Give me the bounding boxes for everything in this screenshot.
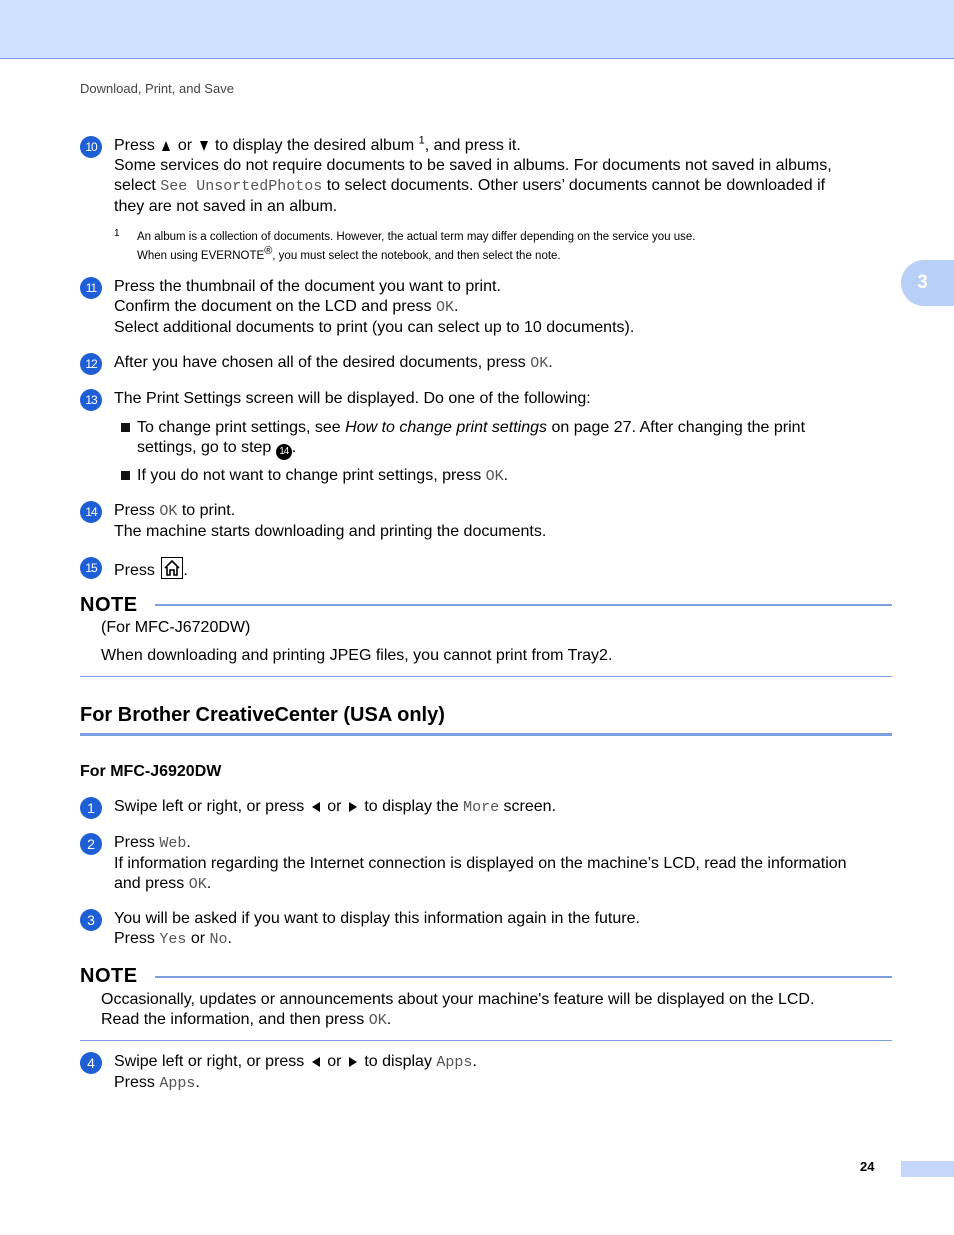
step-number: 13 bbox=[80, 389, 102, 411]
note-body: (For MFC-J6720DW) When downloading and printing JPEG files, you cannot print from Tray2. bbox=[101, 619, 613, 664]
step-number: 15 bbox=[80, 557, 102, 579]
up-arrow-icon bbox=[162, 141, 170, 151]
step-1 bbox=[80, 797, 892, 819]
step-text: Press Web. If information regarding the Internet connection is displayed on the machine’s LCD, read the information and press OK. bbox=[114, 834, 847, 893]
more-label: More bbox=[463, 799, 500, 816]
step-number: 10 bbox=[80, 136, 102, 158]
cross-reference-link[interactable]: How to change print settings bbox=[345, 419, 548, 436]
step-10 bbox=[80, 136, 892, 216]
web-label: Web bbox=[159, 835, 187, 852]
step-number: 12 bbox=[80, 353, 102, 375]
step-number: 1 bbox=[80, 797, 102, 819]
ok-label: OK bbox=[485, 468, 504, 485]
footnote-ref: 1 bbox=[418, 134, 425, 147]
step-number: 3 bbox=[80, 909, 102, 931]
step-text: Press . bbox=[114, 557, 892, 581]
step-text: Press the thumbnail of the document you want to print. Confirm the document on the LCD and press OK. Select additional documents to print (you can select up to 10 documents). bbox=[114, 278, 635, 336]
ok-label: OK bbox=[530, 355, 549, 372]
step-15 bbox=[80, 557, 892, 581]
step-text: After you have chosen all of the desired documents, press OK. bbox=[114, 354, 553, 372]
running-header: Download, Print, and Save bbox=[80, 81, 234, 96]
note-title: NOTE bbox=[80, 965, 138, 987]
bullet-icon bbox=[121, 423, 130, 432]
left-arrow-icon bbox=[312, 802, 320, 812]
down-arrow-icon bbox=[200, 141, 208, 151]
page-number: 24 bbox=[860, 1159, 875, 1174]
ok-label: OK bbox=[188, 876, 207, 893]
bullet-icon bbox=[121, 471, 130, 480]
step-text: Swipe left or right, or press or to display Apps. Press Apps. bbox=[114, 1053, 477, 1092]
ok-label: OK bbox=[368, 1012, 387, 1029]
bullet-change-settings: To change print settings, see How to change print settings on page 27. After changing the print settings, go to step 14 . bbox=[121, 418, 881, 460]
step-11 bbox=[80, 277, 892, 339]
note-bottom-rule bbox=[80, 676, 892, 677]
note-rule bbox=[155, 976, 892, 978]
step-number: 4 bbox=[80, 1052, 102, 1074]
bullet-no-change: If you do not want to change print settings, press OK. bbox=[121, 466, 881, 488]
yes-label: Yes bbox=[159, 931, 187, 948]
ok-label: OK bbox=[159, 503, 178, 520]
home-icon bbox=[161, 557, 183, 579]
step-text: Swipe left or right, or press or to display the More screen. bbox=[114, 798, 557, 816]
step-14 bbox=[80, 501, 892, 543]
step-text: The Print Settings screen will be displayed. Do one of the following: bbox=[114, 390, 591, 407]
step-text: You will be asked if you want to display this information again in the future. Press Yes or No. bbox=[114, 910, 640, 948]
ok-label: OK bbox=[435, 299, 454, 316]
step-2 bbox=[80, 833, 892, 895]
step-12 bbox=[80, 353, 892, 375]
note-rule bbox=[155, 604, 892, 606]
subsection-title: For MFC-J6920DW bbox=[80, 763, 222, 780]
page-bar bbox=[901, 1161, 954, 1177]
right-arrow-icon bbox=[349, 1057, 357, 1067]
note-body: Occasionally, updates or announcements about your machine's feature will be displayed on the LCD. Read the information, and then press OK. bbox=[101, 991, 815, 1029]
apps-label: Apps bbox=[436, 1054, 473, 1071]
step-13 bbox=[80, 389, 892, 411]
note-bottom-rule bbox=[80, 1040, 892, 1041]
right-arrow-icon bbox=[349, 802, 357, 812]
step-text: Press or to display the desired album $^1$, and press it. Some services do not require documents to be saved in albums. For documents not saved in albums, select See UnsortedPhotos to select documents. Other users’ documents cannot be downloaded if they are not saved in an album. bbox=[114, 134, 832, 215]
section-rule bbox=[80, 733, 892, 736]
step-4 bbox=[80, 1052, 892, 1094]
top-banner bbox=[0, 0, 954, 59]
chapter-tab: 3 bbox=[901, 260, 954, 306]
no-label: No bbox=[209, 931, 228, 948]
step-14-icon: 14 bbox=[276, 444, 292, 460]
step-3 bbox=[80, 909, 892, 951]
left-arrow-icon bbox=[312, 1057, 320, 1067]
section-title: For Brother CreativeCenter (USA only) bbox=[80, 704, 445, 726]
step-text: Press OK to print. The machine starts downloading and printing the documents. bbox=[114, 502, 547, 540]
step-number: 14 bbox=[80, 501, 102, 523]
apps-label: Apps bbox=[159, 1075, 196, 1092]
footnote: 1 An album is a collection of documents. However, the actual term may differ depending on the service you use. When using EVERNOTE®, you must select the notebook, and then select the note. bbox=[114, 228, 696, 262]
step-number: 11 bbox=[80, 277, 102, 299]
note-title: NOTE bbox=[80, 594, 138, 616]
step-number: 2 bbox=[80, 833, 102, 855]
see-unsorted-photos-label: See UnsortedPhotos bbox=[160, 178, 323, 195]
